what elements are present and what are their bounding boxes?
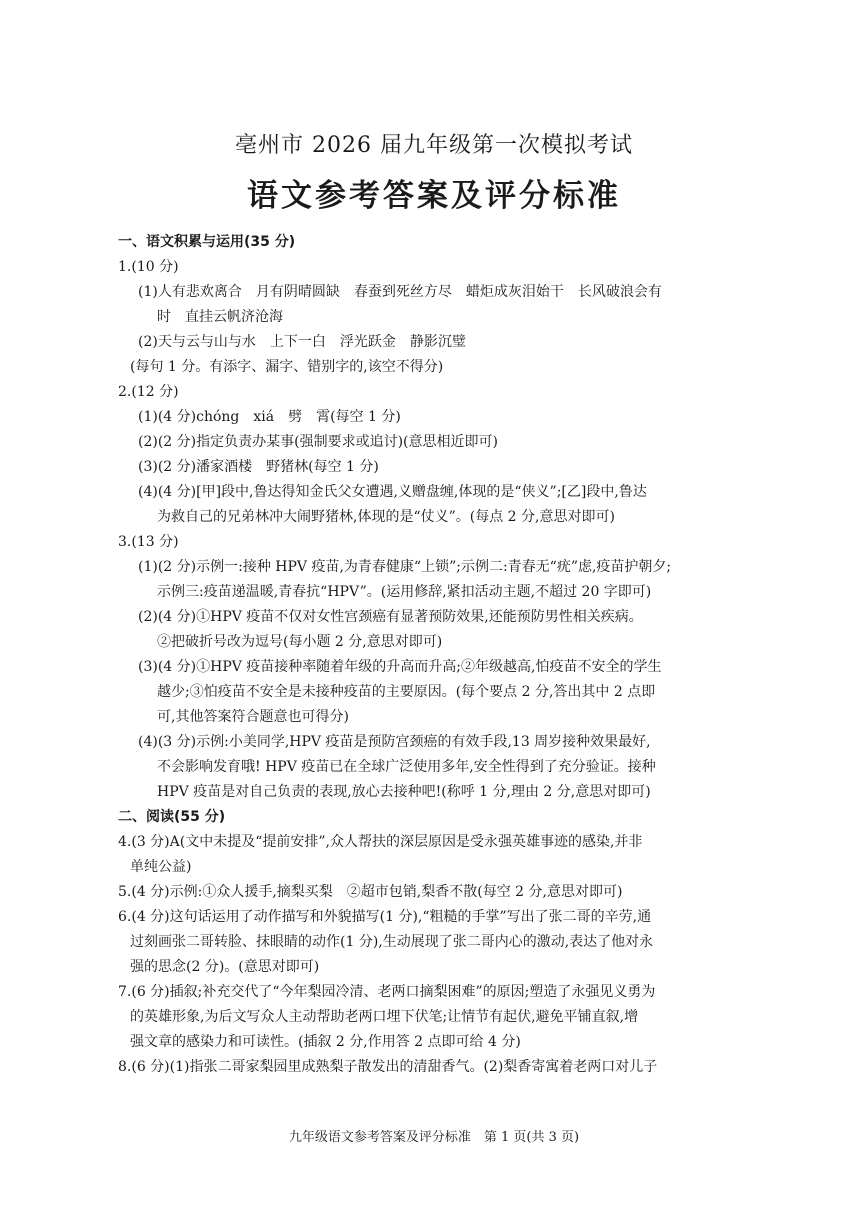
answer-line: 6.(4 分)这句话运用了动作描写和外貌描写(1 分),“粗糙的手掌”写出了张二哥的辛劳,通 [118, 909, 652, 925]
answer-line: HPV 疫苗是对自己负责的表现,放心去接种吧!(称呼 1 分,理由 2 分,意思对即可) [157, 784, 651, 800]
answer-line: (2)(2 分)指定负责办某事(强制要求或追讨)(意思相近即可) [138, 434, 498, 450]
answer-line: 8.(6 分)(1)指张二哥家梨园里成熟梨子散发出的清甜香气。(2)梨香寄寓着老两口对儿子 [118, 1059, 658, 1075]
answer-line: 为救自己的兄弟林冲大闹野猪林,体现的是“仗义”。(每点 2 分,意思对即可) [157, 509, 615, 525]
answer-line: ②把破折号改为逗号(每小题 2 分,意思对即可) [157, 634, 443, 650]
scoring-note: (每句 1 分。有添字、漏字、错别字的,该空不得分) [130, 359, 444, 375]
answer-line: (2)天与云与山与水 上下一白 浮光跃金 静影沉璧 [138, 334, 466, 350]
answer-line: (4)(3 分)示例:小美同学,HPV 疫苗是预防宫颈癌的有效手段,13 周岁接种效果最好, [138, 734, 651, 750]
exam-title: 亳州市 2026 届九年级第一次模拟考试 [235, 133, 633, 158]
answer-body [118, 230, 758, 1080]
document-title: 语文参考答案及评分标准 [247, 178, 621, 214]
answer-line: 单纯公益) [130, 859, 192, 875]
answer-line: 强的思念(2 分)。(意思对即可) [130, 959, 320, 975]
answer-line: 过刻画张二哥转脸、抹眼睛的动作(1 分),生动展现了张二哥内心的激动,表达了他对永 [130, 934, 654, 950]
answer-line: 的英雄形象,为后文写众人主动帮助老两口埋下伏笔;让情节有起伏,避免平铺直叙,增 [130, 1009, 639, 1025]
answer-line: 4.(3 分)A(文中未提及“提前安排”,众人帮扶的深层原因是受永强英雄事迹的感染,并非 [118, 834, 643, 850]
answer-line: (1)人有悲欢离合 月有阴晴圆缺 春蚕到死丝方尽 蜡炬成灰泪始干 长风破浪会有 [138, 284, 662, 300]
section-heading: 一、语文积累与运用(35 分) [118, 234, 296, 250]
question-heading: 1.(10 分) [118, 259, 179, 275]
section-heading: 二、阅读(55 分) [118, 809, 226, 825]
answer-line: 示例三:疫苗递温暖,青春抗“HPV”。(运用修辞,紧扣活动主题,不超过 20 字即可) [157, 584, 652, 600]
answer-line: 时 直挂云帆济沧海 [157, 309, 283, 325]
answer-line: (4)(4 分)[甲]段中,鲁达得知金氏父女遭遇,义赠盘缠,体现的是“侠义”;[乙]段中,鲁达 [138, 484, 647, 500]
answer-line: 7.(6 分)插叙;补充交代了“今年梨园冷清、老两口摘梨困难”的原因;塑造了永强见义勇为 [118, 984, 656, 1000]
answer-line: 不会影响发育哦! HPV 疫苗已在全球广泛使用多年,安全性得到了充分验证。接种 [157, 759, 656, 775]
question-heading: 2.(12 分) [118, 384, 179, 400]
answer-line: 越少;③怕疫苗不安全是未接种疫苗的主要原因。(每个要点 2 分,答出其中 2 点即 [157, 684, 656, 700]
answer-line: (3)(4 分)①HPV 疫苗接种率随着年级的升高而升高;②年级越高,怕疫苗不安全的学生 [138, 659, 662, 675]
answer-line: (1)(2 分)示例一:接种 HPV 疫苗,为青春健康“上锁”;示例二:青春无“疣”虑,疫苗护朝夕; [138, 559, 672, 575]
answer-line: 可,其他答案符合题意也可得分) [157, 709, 349, 725]
question-heading: 3.(13 分) [118, 534, 179, 550]
answer-line: 5.(4 分)示例:①众人援手,摘梨买梨 ②超市包销,梨香不散(每空 2 分,意思对即可) [118, 884, 623, 900]
answer-line: (3)(2 分)潘家酒楼 野猪林(每空 1 分) [138, 459, 379, 475]
page-footer: 九年级语文参考答案及评分标准 第 1 页(共 3 页) [288, 1130, 580, 1145]
answer-line: (1)(4 分)chóng xiá 劈 霄(每空 1 分) [138, 409, 401, 425]
answer-line: 强文章的感染力和可读性。(插叙 2 分,作用答 2 点即可给 4 分) [130, 1034, 521, 1050]
answer-line: (2)(4 分)①HPV 疫苗不仅对女性宫颈癌有显著预防效果,还能预防男性相关疾病。 [138, 609, 643, 625]
